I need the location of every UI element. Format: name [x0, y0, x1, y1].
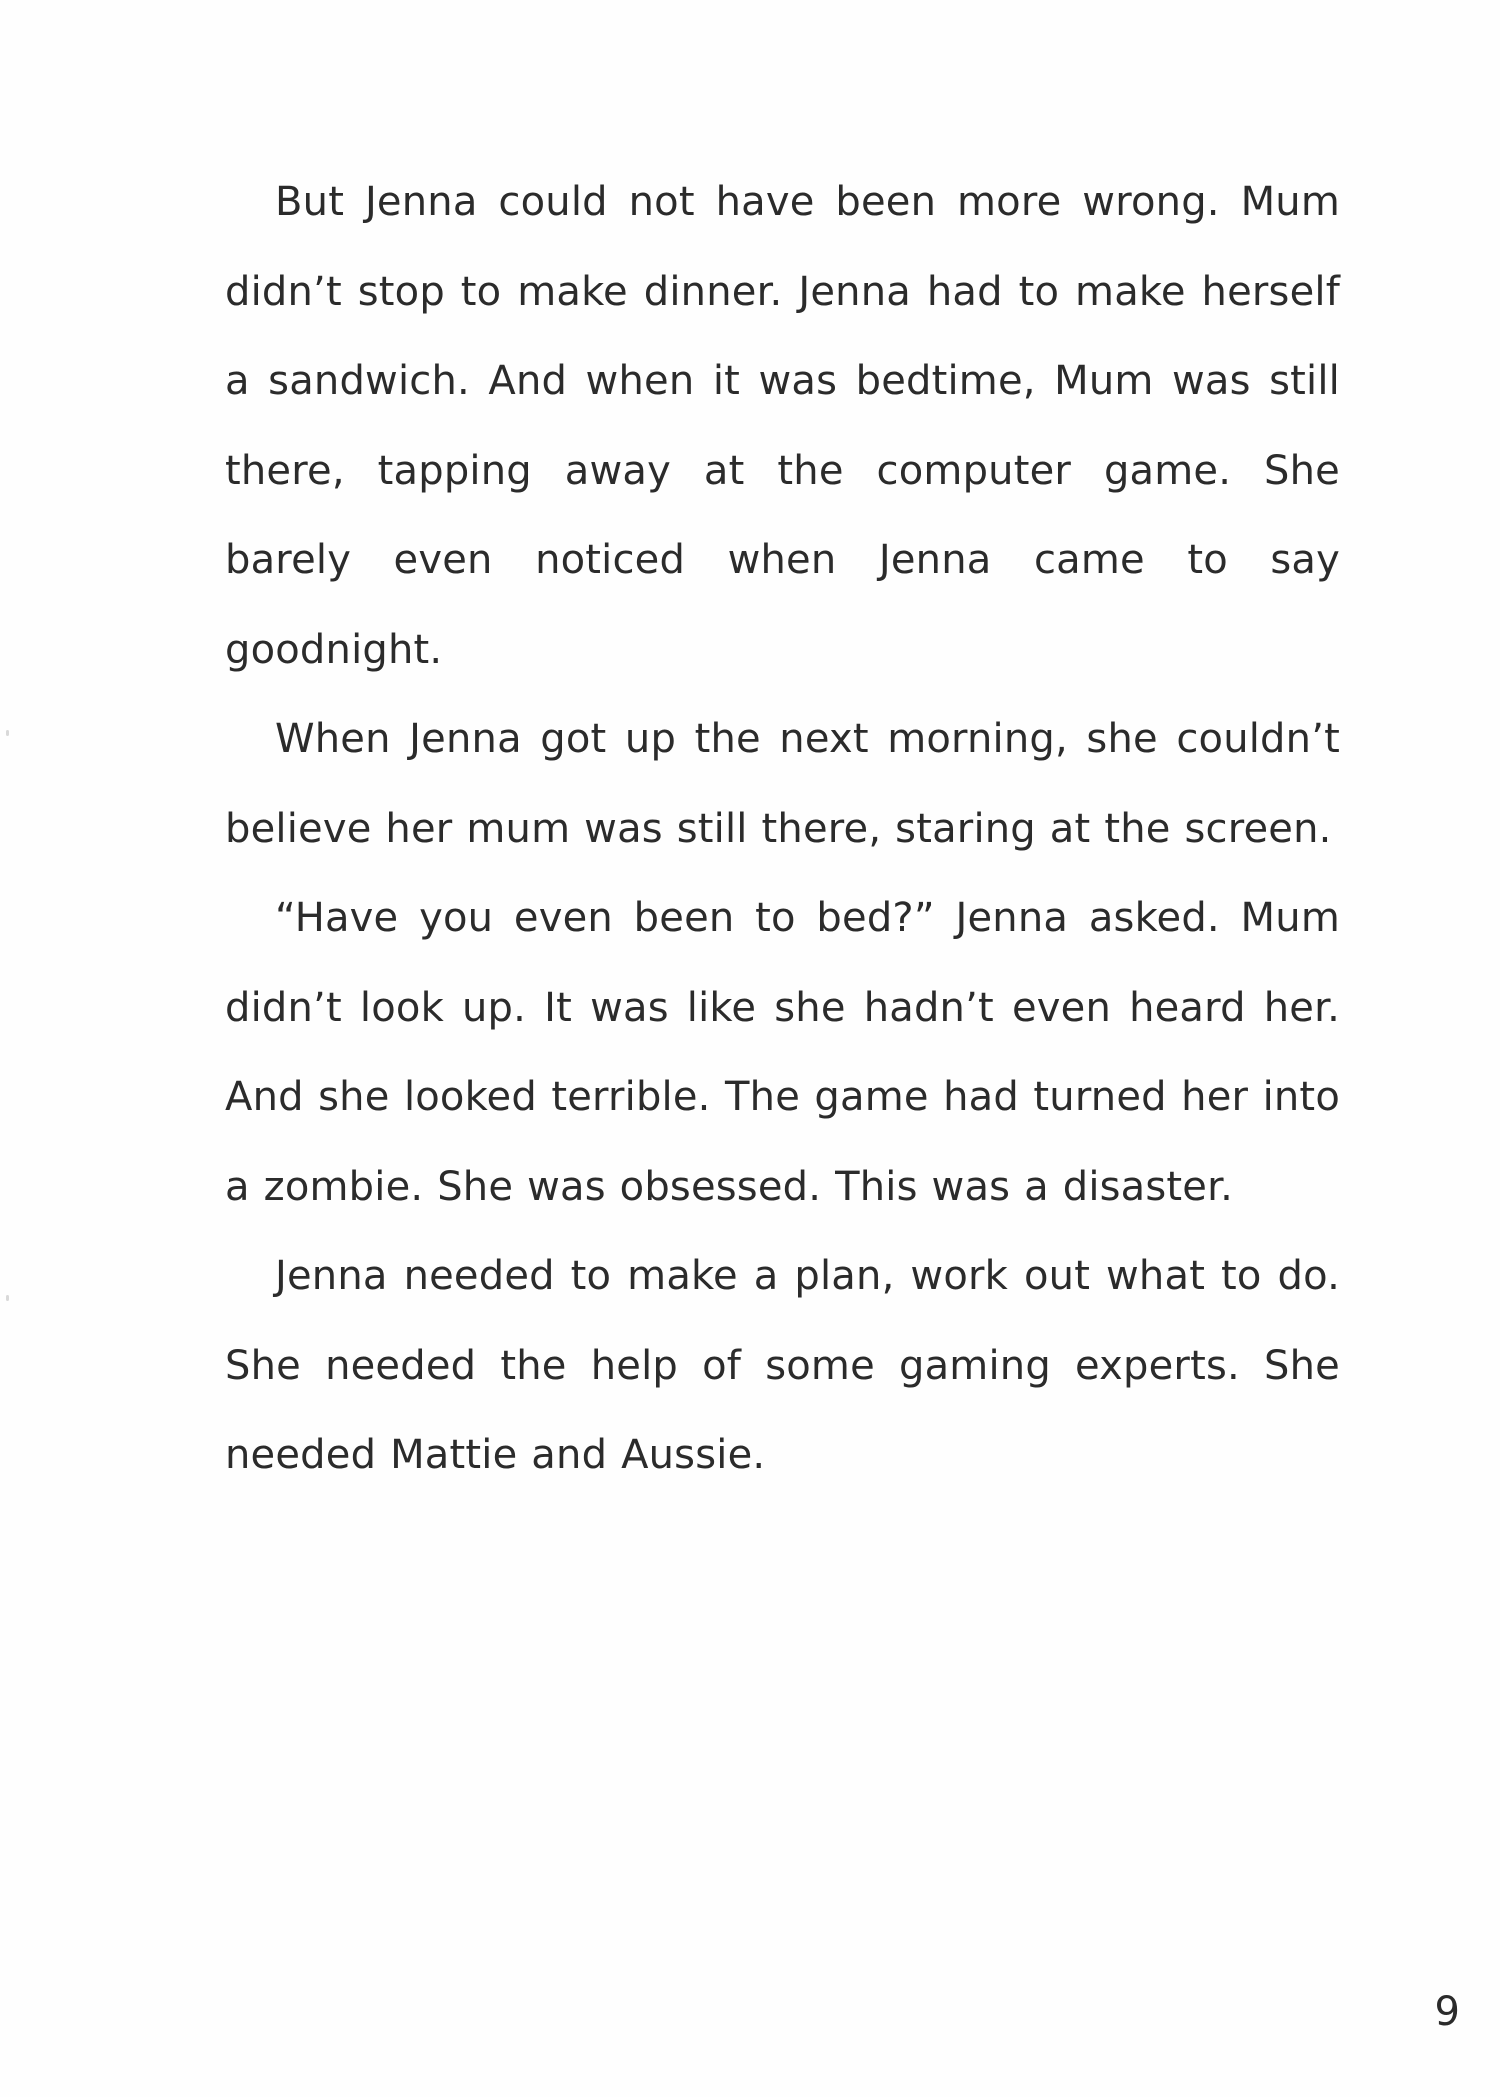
page-number: 9	[1434, 1989, 1460, 2035]
story-text	[225, 158, 1340, 1501]
paragraph: “Have you even been to bed?” Jenna asked. Mum didn’t look up. It was like she hadn’t even heard her. And she looked terrible. The game had turned her into a zombie. She was obsessed. This was a disaster.	[225, 895, 1340, 1210]
paragraph: Jenna needed to make a plan, work out what to do. She needed the help of some gaming experts. She needed Mattie and Aussie.	[225, 1253, 1340, 1478]
paragraph: When Jenna got up the next morning, she couldn’t believe her mum was still there, staring at the screen.	[225, 716, 1340, 852]
paragraph: But Jenna could not have been more wrong. Mum didn’t stop to make dinner. Jenna had to make herself a sandwich. And when it was bedtime, Mum was still there, tapping away at the computer game. She barely even noticed when Jenna came to say goodnight.	[225, 179, 1340, 673]
scan-speck	[6, 1295, 9, 1301]
scan-speck	[6, 730, 9, 736]
